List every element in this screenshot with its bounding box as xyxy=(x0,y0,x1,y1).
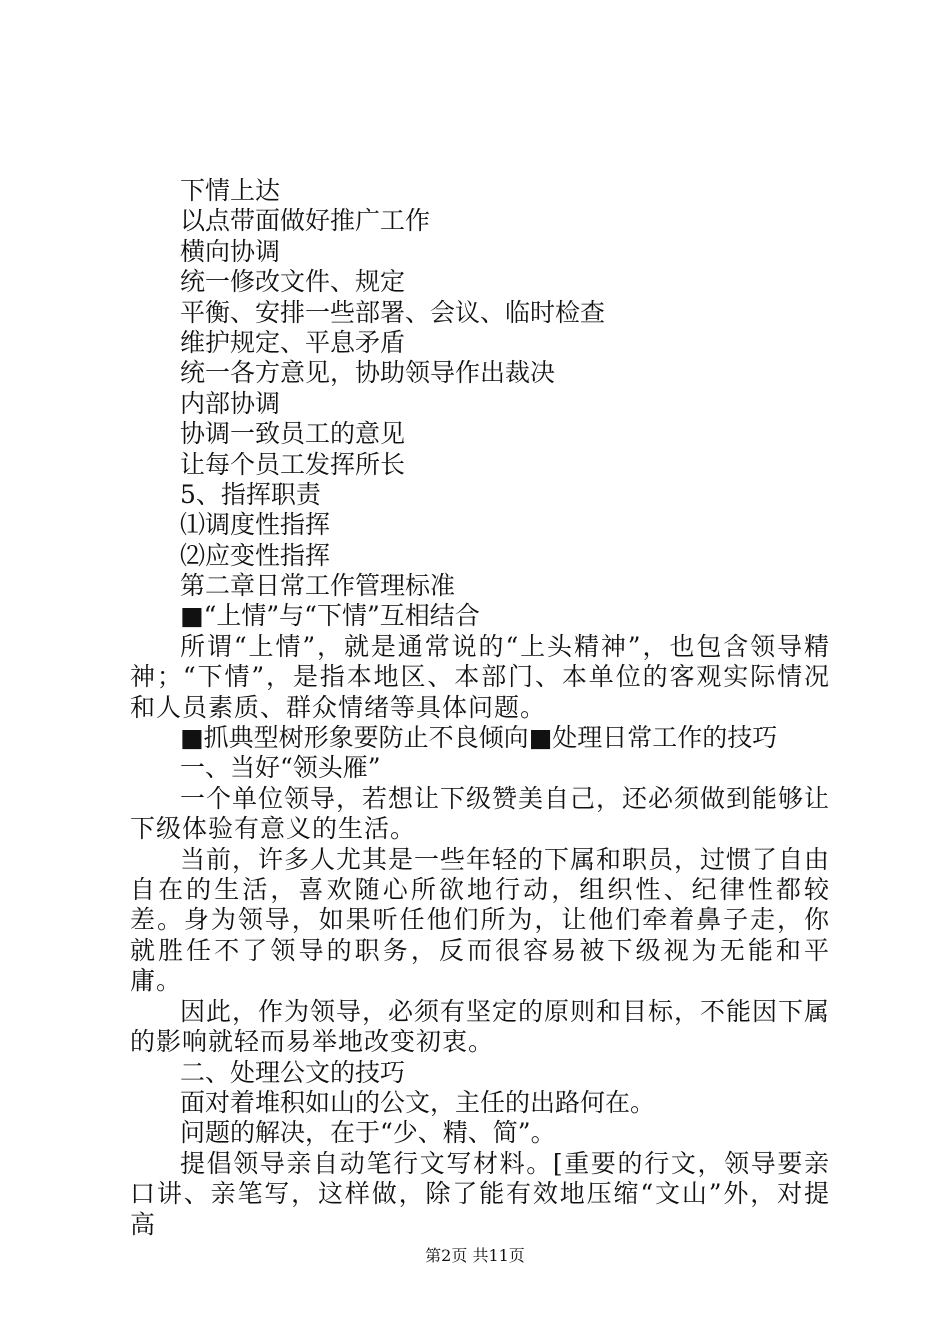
subheading: ■“上情”与“下情”互相结合 xyxy=(180,601,480,631)
section-heading: 一、当好“领头雁” xyxy=(180,753,381,783)
paragraph: 所谓“上情”，就是通常说的“上头精神”，也包含领导精神；“下情”，是指本地区、本部门、本单位的客观实际情况和人员素质、群众情绪等具体问题。 xyxy=(130,631,830,722)
text-line: 下情上达 xyxy=(180,176,281,205)
text-line: 统一修改文件、规定 xyxy=(180,267,406,297)
paragraph: 因此，作为领导，必须有坚定的原则和目标，不能因下属的影响就轻而易举地改变初衷。 xyxy=(130,996,831,1057)
paragraph: 当前，许多人尤其是一些年轻的下属和职员，过惯了自由自在的生活，喜欢随心所欲地行动，组织性、纪律性都较差。身为领导，如果听任他们所为，让他们牵着鼻子走，你就胜任不了领导的职务，反而很容易被下级视为无能和平庸。 xyxy=(130,844,831,996)
text-line: 内部协调 xyxy=(180,388,281,418)
section-item: ⑴调度性指挥 xyxy=(180,510,331,540)
section-item: ⑵应变性指挥 xyxy=(180,540,331,570)
text-line: 协调一致员工的意见 xyxy=(180,419,406,449)
paragraph: 一个单位领导，若想让下级赞美自己，还必须做到能够让下级体验有意义的生活。 xyxy=(130,783,831,844)
text-line: 让每个员工发挥所长 xyxy=(180,449,406,479)
text-line: 面对着堆积如山的公文，主任的出路何在。 xyxy=(180,1087,656,1117)
text-line: 平衡、安排一些部署、会议、临时检查 xyxy=(180,297,606,327)
subheading: ■抓典型树形象要防止不良倾向■处理日常工作的技巧 xyxy=(180,723,778,753)
paragraph: 提倡领导亲自动笔行文写材料。[重要的行文，领导要亲口讲、亲笔写，这样做，除了能有效地压缩“文山”外，对提高 xyxy=(130,1148,830,1239)
text-line: 以点带面做好推广工作 xyxy=(180,206,431,236)
text-line: 横向协调 xyxy=(180,236,281,266)
text-line: 统一各方意见，协助领导作出裁决 xyxy=(180,358,556,388)
page-number-footer: 第2页 共11页 xyxy=(425,1246,525,1265)
text-line: 问题的解决，在于“少、精、简”。 xyxy=(180,1118,556,1148)
document-body xyxy=(130,176,830,1240)
section-item: 5、指挥职责 xyxy=(180,479,321,509)
chapter-heading: 第二章日常工作管理标准 xyxy=(180,571,456,601)
section-heading: 二、处理公文的技巧 xyxy=(180,1057,406,1087)
text-line: 维护规定、平息矛盾 xyxy=(180,327,406,357)
